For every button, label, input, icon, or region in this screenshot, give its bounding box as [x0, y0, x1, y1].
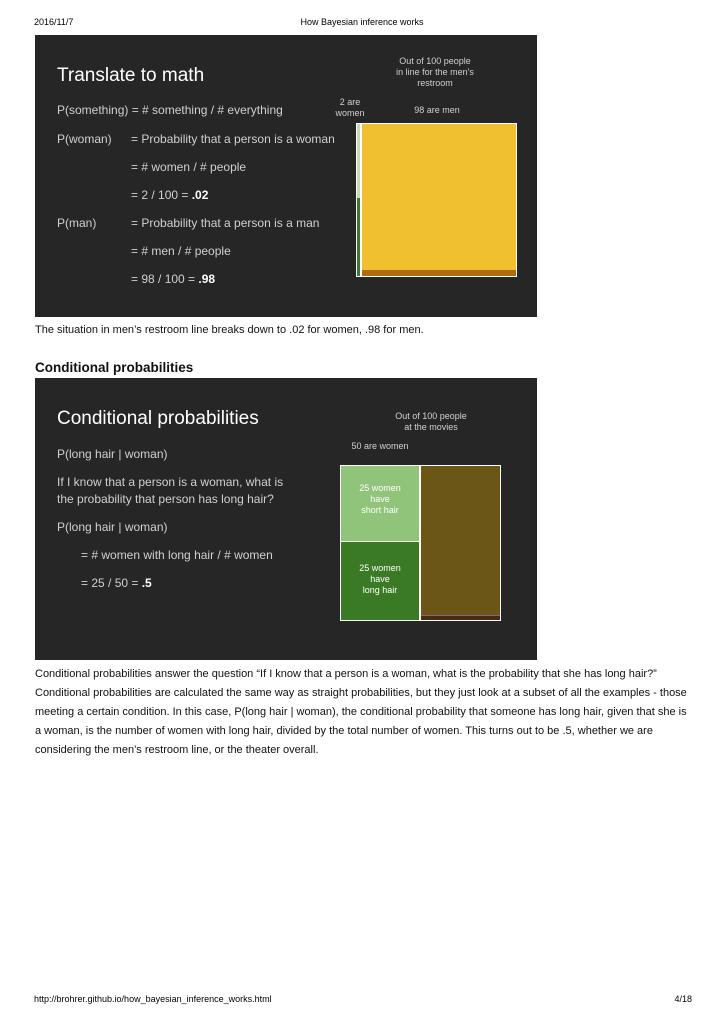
- footer-page-number: 4/18: [674, 994, 692, 1004]
- man-definition: = Probability that a person is a man: [131, 216, 320, 230]
- slide-title: Translate to math: [57, 65, 205, 86]
- slide-title: Conditional probabilities: [57, 408, 259, 429]
- man-result: .98: [198, 272, 216, 286]
- short-hair-label: 25 women have short hair: [359, 483, 401, 515]
- man-calculation: = 98 / 100 = .98: [131, 272, 216, 286]
- question-line-2: the probability that person has long hair?: [57, 492, 274, 506]
- short-hair-women-box: [340, 465, 420, 542]
- slide-conditional-probabilities: [35, 378, 537, 660]
- men-box: [420, 465, 501, 621]
- header-date: 2016/11/7: [34, 17, 74, 27]
- woman-count-formula: = # women / # people: [131, 160, 247, 174]
- long-hair-women-box: [340, 541, 420, 621]
- woman-definition: = Probability that a person is a woman: [131, 132, 335, 146]
- conditional-notation: P(long hair | woman): [57, 447, 168, 461]
- label-p-woman: P(woman): [57, 132, 112, 146]
- women-label: 50 are women: [351, 441, 409, 451]
- diagram-heading: Out of 100 people at the movies: [395, 411, 467, 432]
- label-p-man: P(man): [57, 216, 97, 230]
- long-hair-label: 25 women have long hair: [359, 563, 401, 595]
- caption-restroom: The situation in men’s restroom line breaks down to .02 for women, .98 for men.: [35, 324, 424, 336]
- footer-url[interactable]: http://brohrer.github.io/how_bayesian_inference_works.html: [34, 994, 272, 1004]
- header-title: How Bayesian inference works: [300, 17, 424, 27]
- conditional-notation-2: P(long hair | woman): [57, 520, 168, 534]
- men-label: 98 are men: [414, 105, 460, 115]
- probability-definition: P(something) = # something / # everything: [57, 103, 283, 117]
- caption-conditional: Conditional probabilities answer the question “If I know that a person is a woman, what is the probability that she has long hair?” Conditional probabilities are calculated the same way as straight probabilities, but they just look at a subset of all the examples - those meeting a certain condition. In this case, P(long hair | woman), the conditional probability that someone has long hair, given that she is a woman, is the number of women with long hair, divided by the total number of women. This turns out to be .5, whether we are considering the men’s restroom line, or the theater overall.: [35, 668, 687, 756]
- conditional-result: .5: [141, 576, 152, 590]
- men-bar: [361, 123, 517, 277]
- section-heading: Conditional probabilities: [35, 360, 194, 375]
- women-label: 2 are women: [335, 97, 365, 118]
- diagram-heading: Out of 100 people in line for the men's restroom: [396, 56, 474, 88]
- conditional-formula: = # women with long hair / # women: [81, 548, 273, 562]
- man-count-formula: = # men / # people: [131, 244, 231, 258]
- woman-result: .02: [191, 188, 209, 202]
- question-line-1: If I know that a person is a woman, what is: [57, 475, 284, 489]
- woman-calculation: = 2 / 100 = .02: [131, 188, 209, 202]
- slide-translate-to-math: [35, 35, 537, 317]
- conditional-calculation: = 25 / 50 = .5: [81, 576, 152, 590]
